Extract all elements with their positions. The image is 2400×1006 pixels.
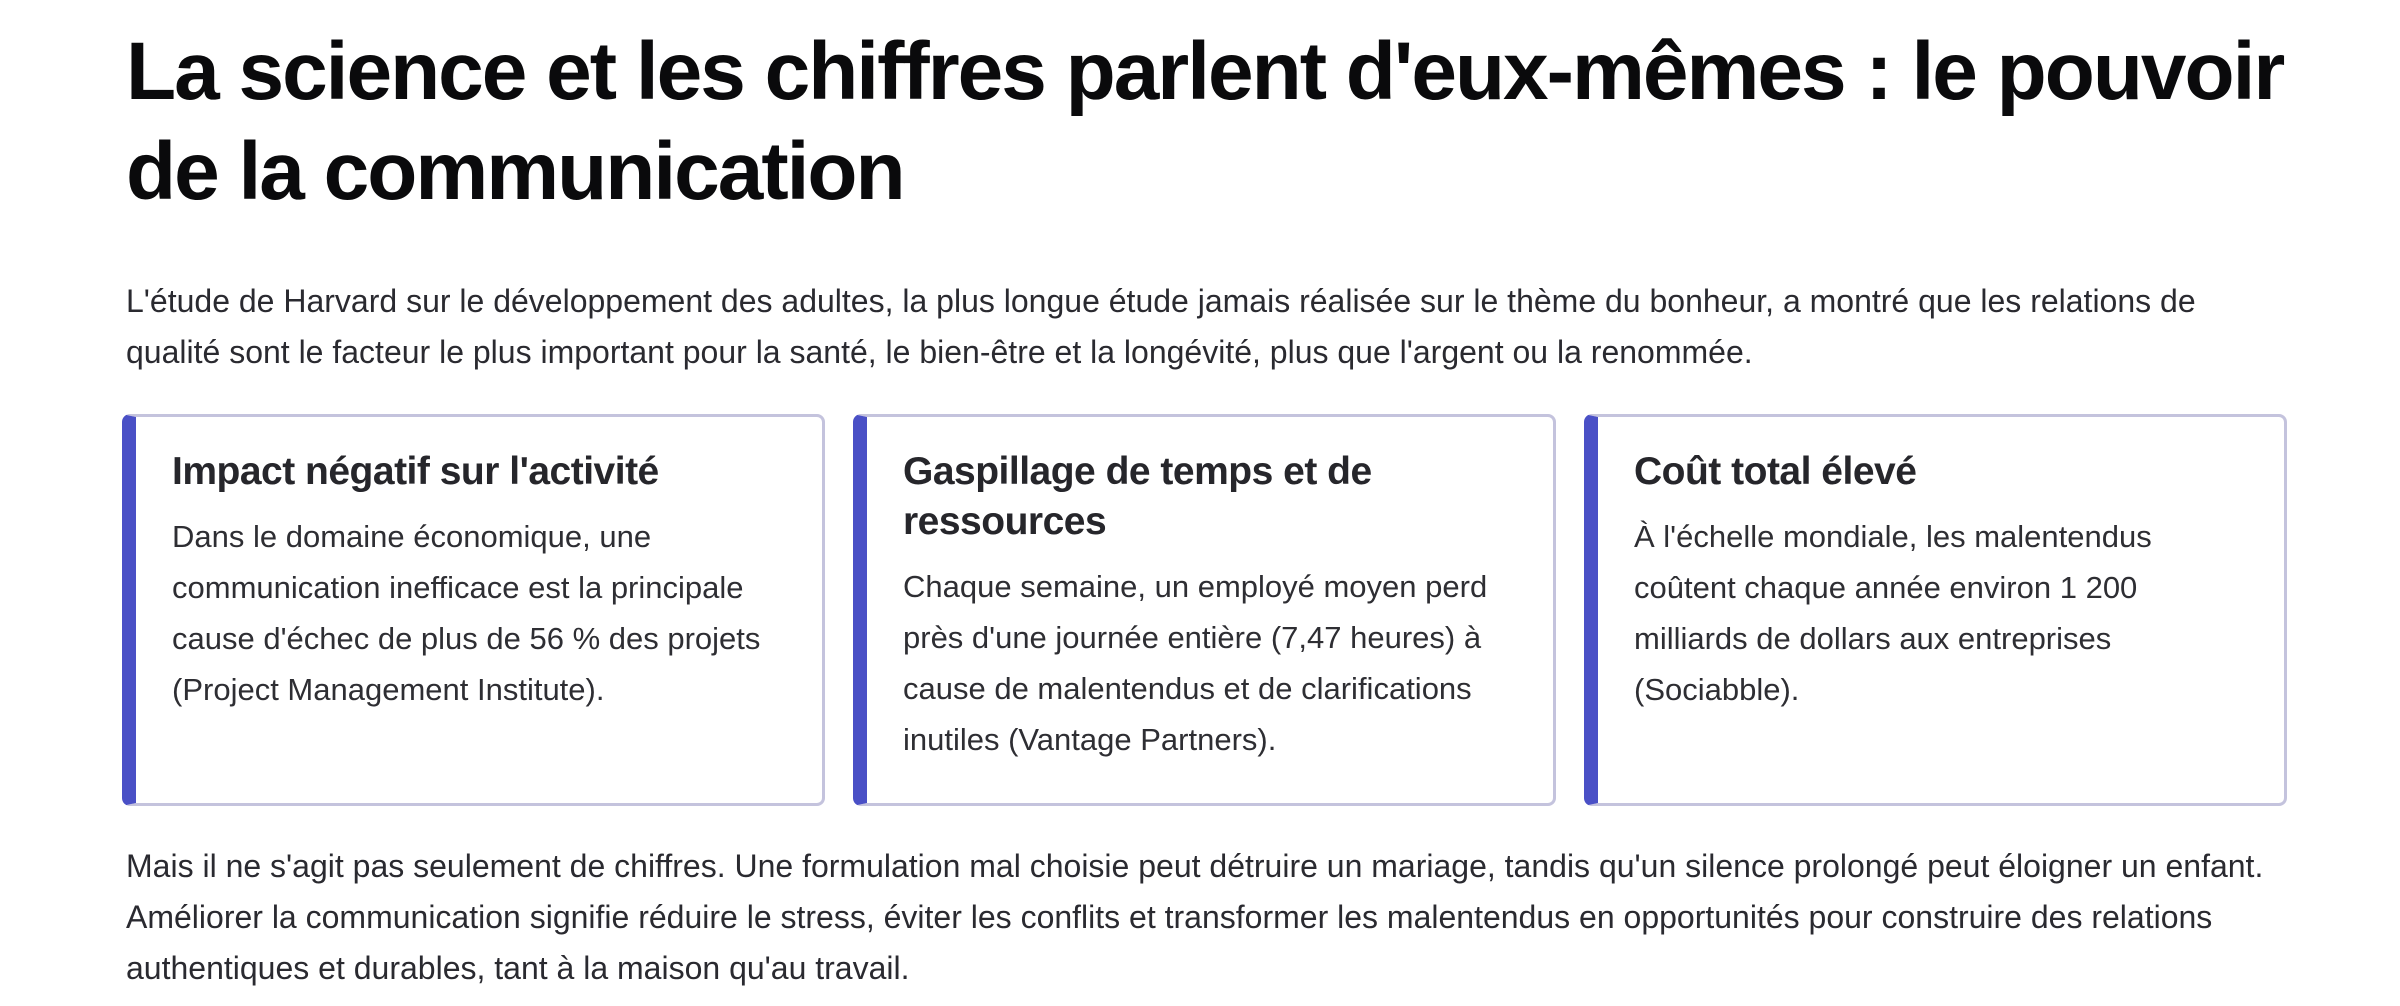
card-body: Chaque semaine, un employé moyen perd près d'une journée entière (7,47 heures) à cause de malentendus et de clarifications inutiles (Vantage Partners).: [903, 569, 1488, 757]
closing-paragraph: Mais il ne s'agit pas seulement de chiffres. Une formulation mal choisie peut détruire un mariage, tandis qu'un silence prolongé peut éloigner un enfant. Améliorer la communication signifie réduire le stress, éviter les conflits et transformer les malentendus en opportunités pour construire des relations authentiques et durables, tant à la maison qu'au travail.: [126, 848, 2264, 986]
card-title: Coût total élevé: [1634, 450, 1917, 493]
page-title: La science et les chiffres parlent d'eux-mêmes : le pouvoir de la communication: [126, 26, 2284, 217]
card-time-waste: [853, 414, 1556, 806]
card-title: Gaspillage de temps et de ressources: [903, 450, 1372, 543]
card-business-impact: [122, 414, 825, 806]
intro-paragraph: L'étude de Harvard sur le développement des adultes, la plus longue étude jamais réalisée sur le thème du bonheur, a montré que les relations de qualité sont le facteur le plus important pour la santé, le bien-être et la longévité, plus que l'argent ou la renommée.: [126, 283, 2196, 370]
card-title: Impact négatif sur l'activité: [172, 450, 659, 493]
card-body: À l'échelle mondiale, les malentendus coûtent chaque année environ 1 200 milliards de dollars aux entreprises (Sociabble).: [1634, 519, 2152, 707]
card-total-cost: [1584, 414, 2287, 806]
card-body: Dans le domaine économique, une communication inefficace est la principale cause d'échec de plus de 56 % des projets (Project Management Institute).: [172, 519, 761, 707]
stat-cards: [122, 414, 2287, 806]
